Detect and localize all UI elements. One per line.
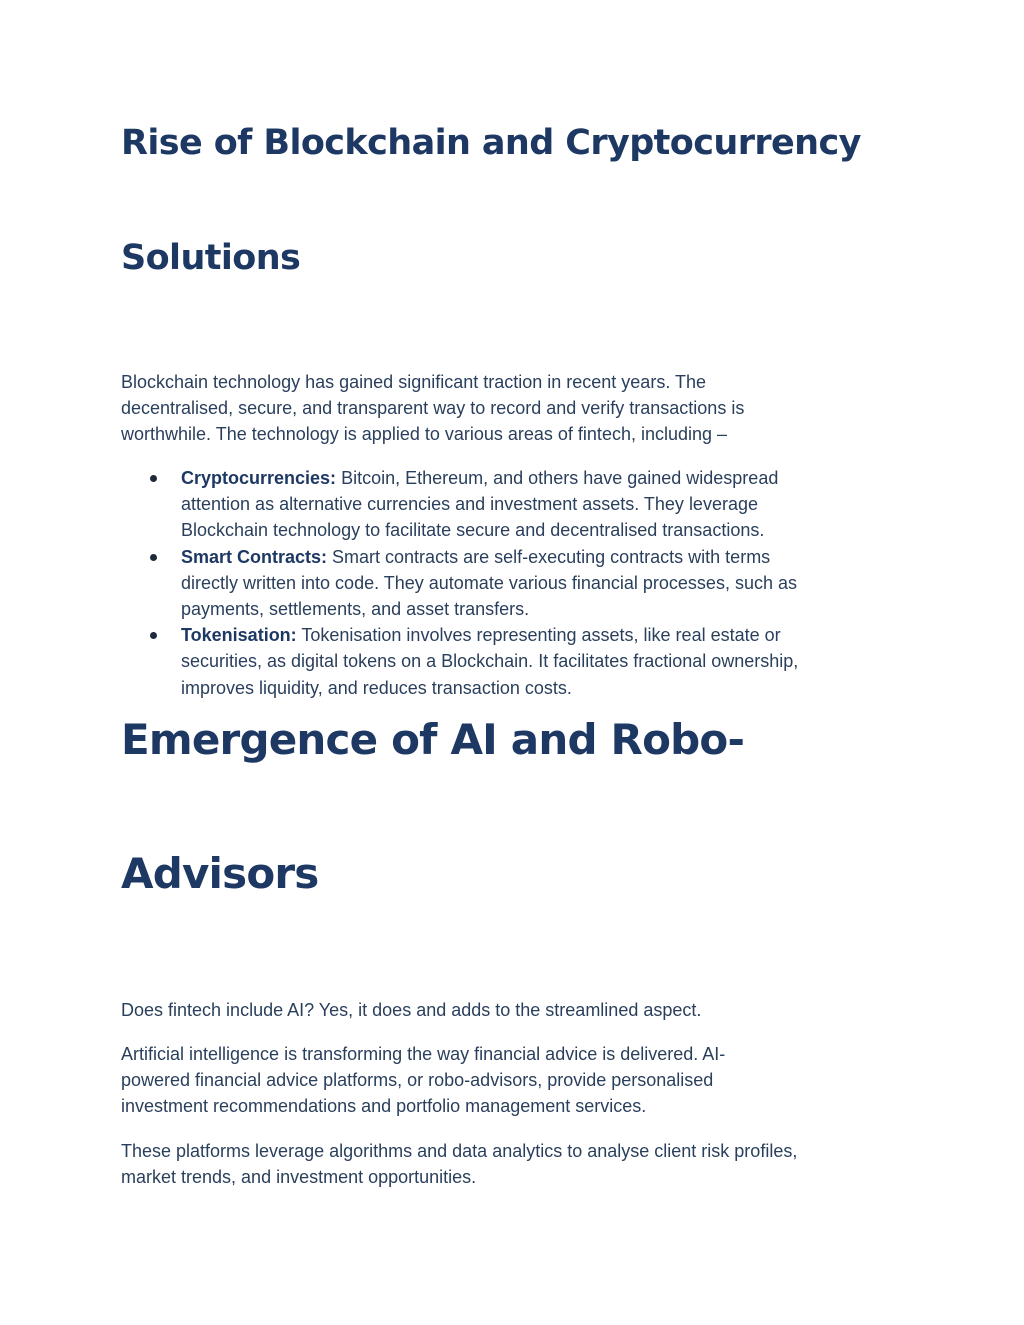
paragraph-line: Artificial intelligence is transforming the way financial advice is delivered. AI- xyxy=(121,1044,726,1064)
fintech-areas-list xyxy=(121,465,921,701)
bullet-icon xyxy=(150,475,157,482)
list-item-text: directly written into code. They automate various financial processes, such as xyxy=(181,572,797,593)
paragraph-line: Blockchain technology has gained significant traction in recent years. The xyxy=(121,372,707,392)
list-item-text: Tokenisation involves representing assets, like real estate or xyxy=(296,625,781,646)
ai-description-paragraph xyxy=(121,1041,921,1119)
paragraph-line: These platforms leverage algorithms and data analytics to analyse client risk profiles, xyxy=(121,1141,798,1161)
section-heading-ai-line2: Advisors xyxy=(121,849,319,898)
list-item-text: Smart contracts are self-executing contracts with terms xyxy=(327,546,771,567)
section-heading-blockchain-line1: Rise of Blockchain and Cryptocurrency xyxy=(121,123,861,163)
list-item-label: Tokenisation: xyxy=(181,625,297,646)
paragraph-line: market trends, and investment opportunities. xyxy=(121,1167,477,1187)
list-item-cryptocurrencies xyxy=(121,465,921,544)
list-item-label: Cryptocurrencies: xyxy=(181,468,337,488)
list-item-label: Smart Contracts: xyxy=(181,546,328,567)
paragraph-line: worthwhile. The technology is applied to various areas of fintech, including – xyxy=(121,424,728,444)
list-item-smart-contracts xyxy=(121,544,921,623)
robo-advisor-paragraph xyxy=(121,1138,921,1190)
bullet-icon xyxy=(150,554,157,561)
list-item-text: improves liquidity, and reduces transaction costs. xyxy=(181,677,572,698)
section-heading-ai-line1: Emergence of AI and Robo- xyxy=(121,715,745,764)
list-item-text: payments, settlements, and asset transfers. xyxy=(181,599,530,620)
section-heading-blockchain-line2: Solutions xyxy=(121,238,301,278)
paragraph-line: decentralised, secure, and transparent way to record and verify transactions is xyxy=(121,398,745,418)
list-item-text: securities, as digital tokens on a Blockchain. It facilitates fractional ownership, xyxy=(181,651,799,672)
list-item-tokenisation xyxy=(121,622,921,701)
paragraph-line: investment recommendations and portfolio management services. xyxy=(121,1096,647,1116)
paragraph-line: powered financial advice platforms, or robo-advisors, provide personalised xyxy=(121,1070,714,1090)
list-item-text: attention as alternative currencies and investment assets. They leverage xyxy=(181,494,758,515)
paragraph-line: Does fintech include AI? Yes, it does and adds to the streamlined aspect. xyxy=(121,1000,702,1020)
list-item-text: Blockchain technology to facilitate secure and decentralised transactions. xyxy=(181,520,765,541)
blockchain-intro-paragraph xyxy=(121,369,921,447)
bullet-icon xyxy=(150,632,157,639)
list-item-text: Bitcoin, Ethereum, and others have gained widespread xyxy=(336,468,779,488)
ai-intro-paragraph xyxy=(121,997,921,1023)
